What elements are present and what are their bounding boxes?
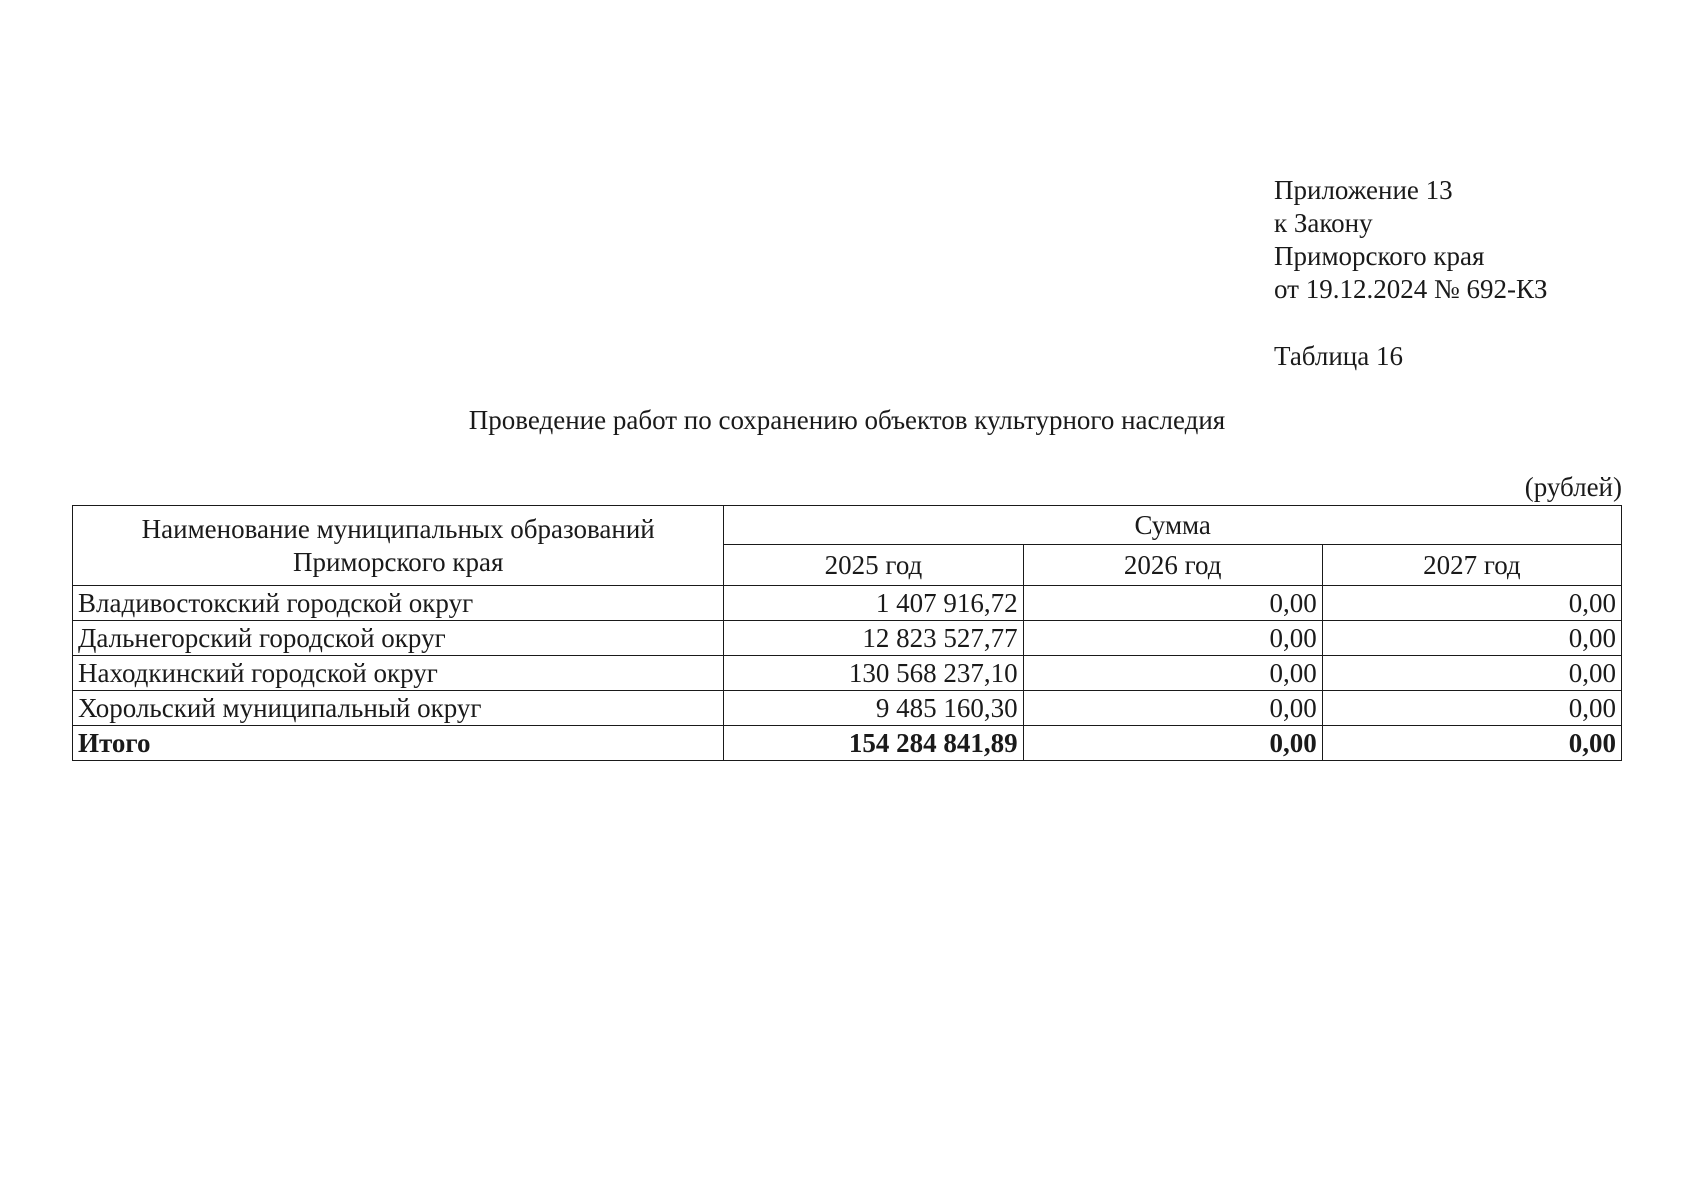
row-name: Находкинский городской округ <box>73 656 724 691</box>
appendix-number: Приложение 13 <box>1274 175 1453 205</box>
row-value-2026: 0,00 <box>1023 656 1322 691</box>
row-value-2025: 130 568 237,10 <box>724 656 1023 691</box>
row-value-2027: 0,00 <box>1322 691 1621 726</box>
row-name: Хорольский муниципальный округ <box>73 691 724 726</box>
total-label: Итого <box>73 726 724 761</box>
appendix-block <box>1274 174 1547 306</box>
table-total-row <box>73 726 1622 761</box>
table-row <box>73 621 1622 656</box>
table-row <box>73 691 1622 726</box>
header-sum-cell: Сумма <box>724 506 1622 545</box>
header-year-2026: 2026 год <box>1023 545 1322 586</box>
header-year-2025: 2025 год <box>724 545 1023 586</box>
table-number: Таблица 16 <box>1274 341 1403 371</box>
total-value-2026: 0,00 <box>1023 726 1322 761</box>
units-label: (рублей) <box>1524 472 1622 502</box>
row-value-2027: 0,00 <box>1322 656 1621 691</box>
row-value-2025: 1 407 916,72 <box>724 586 1023 621</box>
row-value-2025: 9 485 160,30 <box>724 691 1023 726</box>
appendix-law: к Закону <box>1274 208 1373 238</box>
row-value-2027: 0,00 <box>1322 586 1621 621</box>
total-value-2025: 154 284 841,89 <box>724 726 1023 761</box>
header-name-line2: Приморского края <box>292 546 504 577</box>
appendix-region: Приморского края <box>1274 241 1485 271</box>
table-row <box>73 656 1622 691</box>
header-name-cell <box>73 506 724 586</box>
header-name-line1: Наименование муниципальных образований <box>141 513 655 544</box>
row-value-2026: 0,00 <box>1023 621 1322 656</box>
budget-table <box>72 505 1622 761</box>
header-year-2027: 2027 год <box>1322 545 1621 586</box>
row-value-2027: 0,00 <box>1322 621 1621 656</box>
total-value-2027: 0,00 <box>1322 726 1621 761</box>
table-header-row <box>73 506 1622 545</box>
table-row <box>73 586 1622 621</box>
row-name: Владивостокский городской округ <box>73 586 724 621</box>
row-name: Дальнегорский городской округ <box>73 621 724 656</box>
row-value-2026: 0,00 <box>1023 691 1322 726</box>
appendix-date: от 19.12.2024 № 692-КЗ <box>1274 274 1548 304</box>
document-title: Проведение работ по сохранению объектов культурного наследия <box>468 405 1226 435</box>
row-value-2026: 0,00 <box>1023 586 1322 621</box>
row-value-2025: 12 823 527,77 <box>724 621 1023 656</box>
